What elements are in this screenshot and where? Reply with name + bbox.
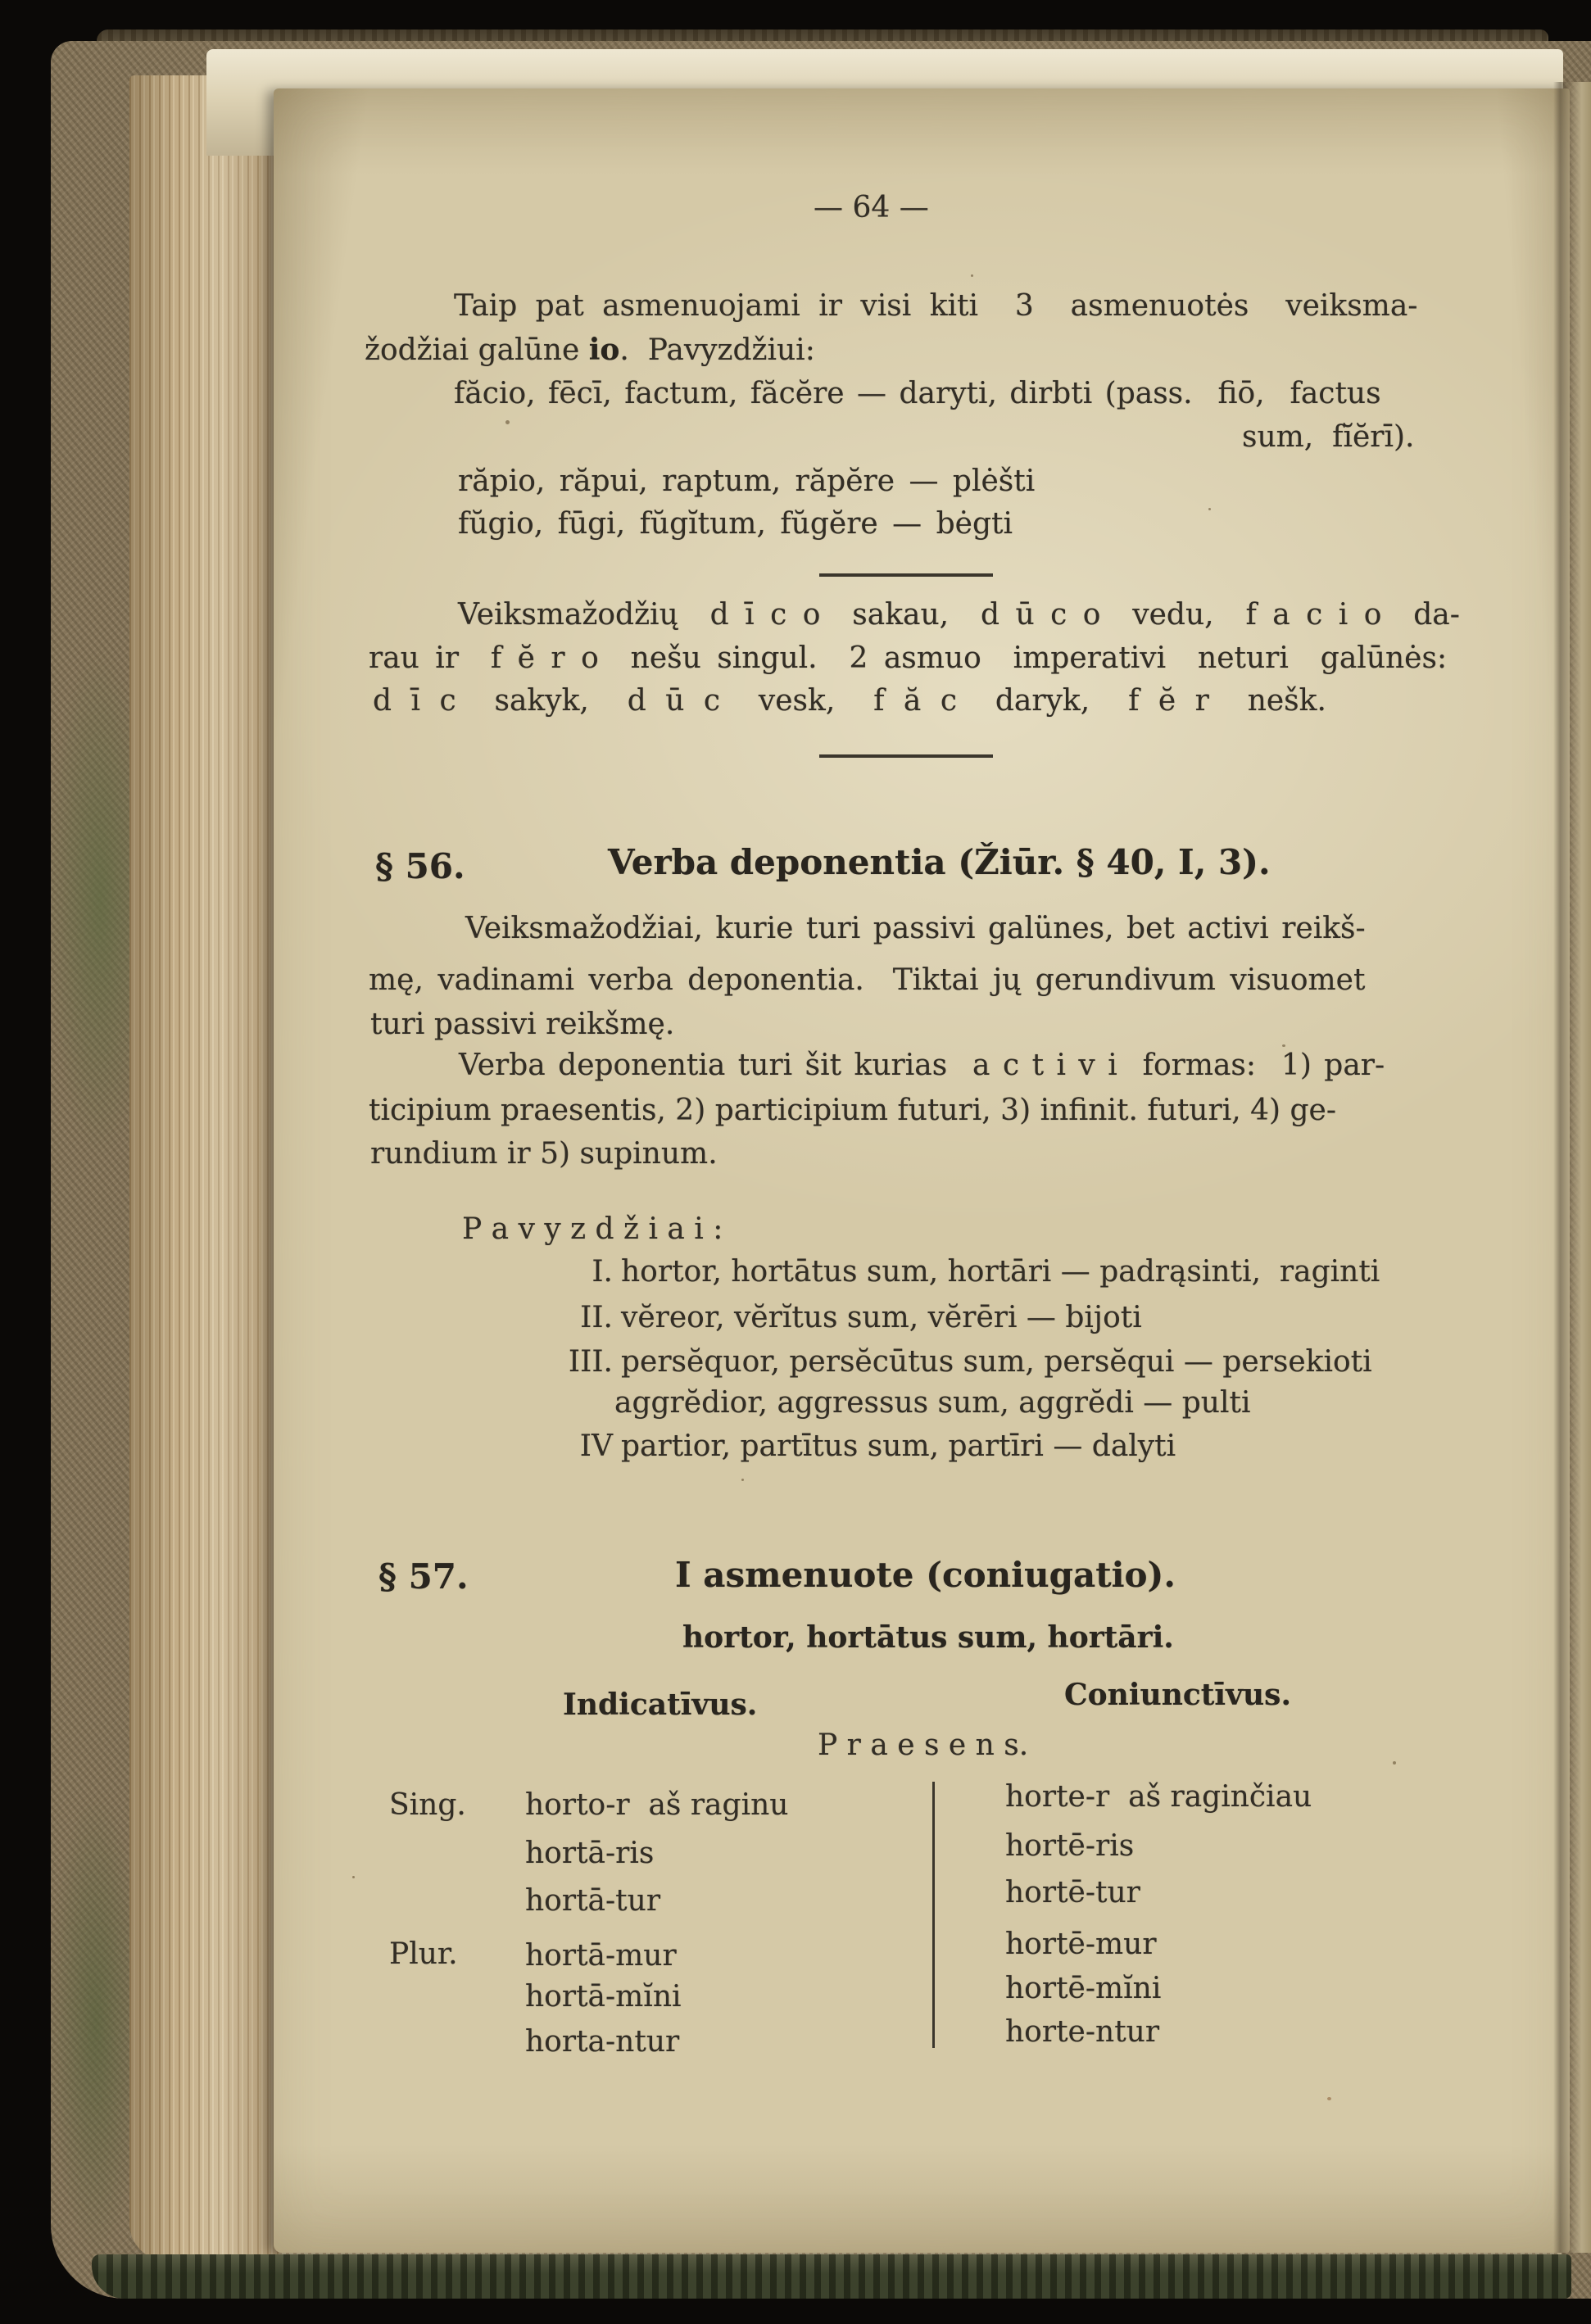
note-line-3: d ī c sakyk, d ū c vesk, f ă c daryk, f ĕ r nešk. [373, 684, 1326, 718]
example-numeral: III. [568, 1345, 613, 1379]
section-56-body-line-2: mę, vadinami verba deponentia. Tiktai jų gerundivum visuomet [369, 963, 1366, 997]
conjunctive-form-6: horte-ntur [1005, 2015, 1160, 2049]
intro-line-5: răpio, răpui, raptum, răpĕre — plėšti [458, 464, 1036, 498]
indicative-form-1: horto-r aš raginu [525, 1788, 789, 1822]
conjunctive-header: Coniunctīvus. [1064, 1678, 1291, 1712]
conjunctive-form-5: hortē-mĭni [1005, 1972, 1162, 2005]
sing-label: Sing. [389, 1788, 466, 1822]
paper-speck [1393, 1761, 1396, 1765]
paper-speck [352, 1876, 355, 1878]
indicative-form-2: hortā-ris [525, 1837, 655, 1870]
gutter-shadow [1553, 82, 1591, 2253]
conjunctive-form-2: hortē-ris [1005, 1829, 1135, 1863]
paper-speck [505, 420, 510, 424]
table-divider [932, 1782, 935, 2048]
examples-label: P a v y z d ž i a i : [462, 1212, 723, 1246]
conjunctive-form-3: hortē-tur [1005, 1876, 1140, 1909]
page-stack-fore-edge [129, 75, 287, 2261]
intro-line-2-bold: io [588, 333, 620, 367]
example-numeral: II. [580, 1301, 613, 1334]
indicative-header: Indicatīvus. [563, 1688, 758, 1722]
intro-line-1: Taip pat asmenuojami ir visi kiti 3 asmenuotės veiksma- [454, 289, 1418, 323]
separator-rule [819, 573, 993, 577]
separator-rule [819, 754, 993, 758]
section-56-title: Verba deponentia (Žiūr. § 40, I, 3). [608, 842, 1271, 882]
note-line-2: rau ir f ĕ r o nešu singul. 2 asmuo imperativi neturi galūnės: [369, 641, 1448, 675]
section-57-title: I asmenuote (coniugatio). [675, 1555, 1176, 1595]
intro-line-2-end: . Pavyzdžiui: [619, 333, 815, 367]
example-text: hortor, hortātus sum, hortāri — padrąsinti, raginti [621, 1255, 1380, 1289]
paper-speck [971, 274, 973, 277]
example-text: aggrĕdior, aggressus sum, aggrĕdi — pulti [614, 1386, 1251, 1420]
page-number: — 64 — [814, 191, 929, 224]
page-surface [274, 88, 1570, 2253]
intro-line-6: fŭgio, fūgi, fŭgĭtum, fŭgĕre — bėgti [458, 507, 1013, 541]
paper-speck [1282, 1044, 1285, 1047]
conjunctive-form-1: horte-r aš raginčiau [1005, 1780, 1312, 1814]
tense-header: P r a e s e n s. [818, 1728, 1029, 1762]
example-text: persĕquor, persĕcūtus sum, persĕqui — persekioti [621, 1345, 1372, 1379]
paper-speck [741, 1479, 744, 1481]
intro-line-3: făcio, fēcī, factum, făcĕre — daryti, dirbti (pass. fiō, factus [454, 377, 1381, 410]
example-numeral: I. [592, 1255, 613, 1289]
intro-line-4: sum, fĭĕrī). [1242, 420, 1415, 454]
intro-line-2-start: žodžiai galūne [365, 333, 589, 367]
section-56-body-line-1: Veiksmažodžiai, kurie turi passivi galünes, bet activi reikš- [465, 912, 1366, 945]
example-text: partior, partītus sum, partīri — dalyti [621, 1429, 1176, 1463]
section-56-body-line-6: rundium ir 5) supinum. [370, 1137, 718, 1171]
indicative-form-5: hortā-mĭni [525, 1980, 682, 2014]
section-56-body-line-3: turi passivi reikšmę. [370, 1008, 675, 1041]
paradigm-line: hortor, hortātus sum, hortāri. [682, 1620, 1174, 1655]
example-numeral: IV [579, 1429, 613, 1463]
intro-line-2 [365, 335, 815, 365]
paper-speck [1208, 508, 1211, 510]
note-line-1: Veiksmažodžių d ī c o sakau, d ū c o vedu, f a c i o da- [458, 598, 1460, 632]
section-56-body-line-5: ticipium praesentis, 2) participium futuri, 3) infinit. futuri, 4) ge- [369, 1094, 1337, 1127]
indicative-form-6: horta-ntur [525, 2025, 680, 2059]
example-text: vĕreor, vĕrĭtus sum, vĕrēri — bijoti [621, 1301, 1142, 1334]
indicative-form-3: hortā-tur [525, 1884, 661, 1918]
section-57-number: § 57. [378, 1556, 469, 1597]
cover-bottom-edge [92, 2254, 1571, 2299]
section-56-number: § 56. [375, 846, 465, 886]
indicative-form-4: hortā-mur [525, 1939, 677, 1973]
conjunctive-form-4: hortē-mur [1005, 1928, 1157, 1961]
plur-label: Plur. [389, 1937, 458, 1971]
section-56-body-line-4: Verba deponentia turi šit kurias a c t i v i formas: 1) par- [459, 1049, 1385, 1082]
paper-speck [1327, 2097, 1331, 2100]
